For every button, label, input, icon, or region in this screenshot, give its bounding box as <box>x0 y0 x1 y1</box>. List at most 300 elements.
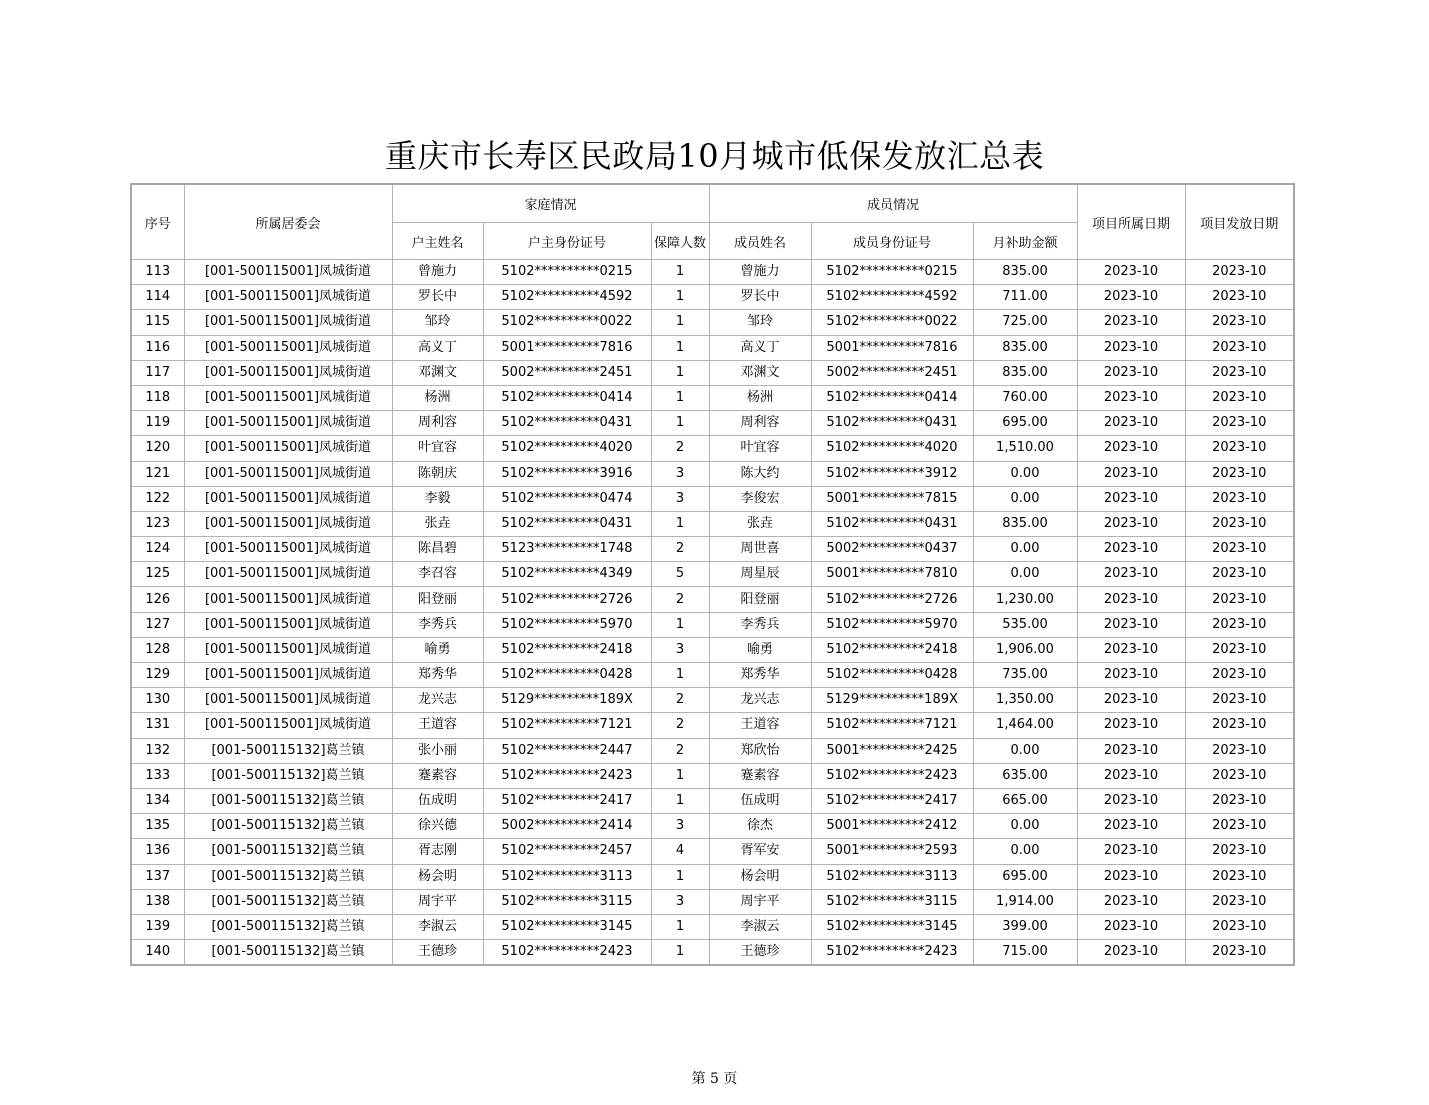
cell-member-name: 李秀兵 <box>709 612 811 637</box>
cell-count: 2 <box>651 436 709 461</box>
cell-count: 4 <box>651 839 709 864</box>
cell-head-id: 5129**********189X <box>483 688 651 713</box>
cell-member-name: 叶宜容 <box>709 436 811 461</box>
cell-amount: 635.00 <box>973 763 1077 788</box>
cell-issue-date: 2023-10 <box>1185 814 1294 839</box>
cell-member-id: 5102**********2418 <box>811 637 973 662</box>
cell-issue-date: 2023-10 <box>1185 637 1294 662</box>
cell-member-name: 伍成明 <box>709 788 811 813</box>
cell-seq: 138 <box>131 889 184 914</box>
cell-member-name: 罗长中 <box>709 285 811 310</box>
cell-committee: [001-500115001]凤城街道 <box>184 486 392 511</box>
cell-issue-date: 2023-10 <box>1185 940 1294 966</box>
cell-amount: 0.00 <box>973 537 1077 562</box>
cell-head-name: 蹇素容 <box>392 763 483 788</box>
cell-amount: 695.00 <box>973 411 1077 436</box>
table-row <box>131 637 1294 662</box>
cell-seq: 131 <box>131 713 184 738</box>
cell-head-name: 周宇平 <box>392 889 483 914</box>
cell-head-name: 徐兴德 <box>392 814 483 839</box>
cell-count: 1 <box>651 385 709 410</box>
header-member-name: 成员姓名 <box>709 223 811 260</box>
cell-head-id: 5102**********2726 <box>483 587 651 612</box>
table-row <box>131 864 1294 889</box>
cell-count: 2 <box>651 713 709 738</box>
cell-seq: 124 <box>131 537 184 562</box>
cell-committee: [001-500115001]凤城街道 <box>184 385 392 410</box>
cell-belong-date: 2023-10 <box>1077 788 1185 813</box>
cell-belong-date: 2023-10 <box>1077 310 1185 335</box>
table-row <box>131 738 1294 763</box>
cell-issue-date: 2023-10 <box>1185 411 1294 436</box>
cell-committee: [001-500115132]葛兰镇 <box>184 763 392 788</box>
cell-count: 1 <box>651 612 709 637</box>
cell-belong-date: 2023-10 <box>1077 637 1185 662</box>
cell-member-name: 李俊宏 <box>709 486 811 511</box>
cell-seq: 129 <box>131 663 184 688</box>
table-row <box>131 839 1294 864</box>
cell-committee: [001-500115001]凤城街道 <box>184 260 392 285</box>
cell-seq: 118 <box>131 385 184 410</box>
cell-count: 5 <box>651 562 709 587</box>
cell-count: 2 <box>651 738 709 763</box>
cell-head-name: 杨洲 <box>392 385 483 410</box>
cell-issue-date: 2023-10 <box>1185 486 1294 511</box>
cell-head-id: 5102**********4349 <box>483 562 651 587</box>
cell-seq: 119 <box>131 411 184 436</box>
cell-head-id: 5102**********0215 <box>483 260 651 285</box>
cell-member-name: 杨洲 <box>709 385 811 410</box>
cell-head-id: 5102**********0022 <box>483 310 651 335</box>
cell-member-name: 高义丁 <box>709 335 811 360</box>
cell-amount: 711.00 <box>973 285 1077 310</box>
cell-member-id: 5002**********2451 <box>811 360 973 385</box>
table-row <box>131 260 1294 285</box>
cell-member-id: 5129**********189X <box>811 688 973 713</box>
cell-count: 1 <box>651 663 709 688</box>
header-family-group: 家庭情况 <box>392 184 709 223</box>
cell-member-id: 5001**********2412 <box>811 814 973 839</box>
cell-member-id: 5102**********0215 <box>811 260 973 285</box>
cell-count: 2 <box>651 587 709 612</box>
header-seq: 序号 <box>131 184 184 260</box>
cell-belong-date: 2023-10 <box>1077 864 1185 889</box>
cell-head-name: 杨会明 <box>392 864 483 889</box>
cell-head-id: 5102**********4592 <box>483 285 651 310</box>
cell-seq: 123 <box>131 511 184 536</box>
cell-count: 3 <box>651 486 709 511</box>
cell-committee: [001-500115132]葛兰镇 <box>184 940 392 966</box>
cell-count: 1 <box>651 285 709 310</box>
cell-seq: 113 <box>131 260 184 285</box>
cell-committee: [001-500115001]凤城街道 <box>184 713 392 738</box>
cell-belong-date: 2023-10 <box>1077 940 1185 966</box>
cell-amount: 835.00 <box>973 260 1077 285</box>
cell-head-name: 邓渊文 <box>392 360 483 385</box>
cell-member-id: 5102**********5970 <box>811 612 973 637</box>
cell-amount: 665.00 <box>973 788 1077 813</box>
cell-member-id: 5102**********0431 <box>811 411 973 436</box>
cell-seq: 132 <box>131 738 184 763</box>
cell-count: 2 <box>651 537 709 562</box>
cell-member-id: 5102**********3115 <box>811 889 973 914</box>
table-row <box>131 511 1294 536</box>
cell-amount: 835.00 <box>973 360 1077 385</box>
cell-member-name: 李淑云 <box>709 914 811 939</box>
cell-member-name: 王德珍 <box>709 940 811 966</box>
cell-committee: [001-500115132]葛兰镇 <box>184 814 392 839</box>
cell-belong-date: 2023-10 <box>1077 360 1185 385</box>
cell-committee: [001-500115001]凤城街道 <box>184 285 392 310</box>
cell-amount: 535.00 <box>973 612 1077 637</box>
table-row <box>131 763 1294 788</box>
cell-amount: 1,914.00 <box>973 889 1077 914</box>
cell-head-id: 5002**********2451 <box>483 360 651 385</box>
cell-member-name: 郑欣怡 <box>709 738 811 763</box>
cell-amount: 725.00 <box>973 310 1077 335</box>
cell-count: 2 <box>651 688 709 713</box>
cell-issue-date: 2023-10 <box>1185 260 1294 285</box>
cell-member-id: 5002**********0437 <box>811 537 973 562</box>
cell-head-id: 5102**********3145 <box>483 914 651 939</box>
cell-belong-date: 2023-10 <box>1077 713 1185 738</box>
cell-head-name: 陈朝庆 <box>392 461 483 486</box>
cell-belong-date: 2023-10 <box>1077 763 1185 788</box>
cell-belong-date: 2023-10 <box>1077 260 1185 285</box>
cell-amount: 399.00 <box>973 914 1077 939</box>
cell-seq: 137 <box>131 864 184 889</box>
cell-amount: 835.00 <box>973 335 1077 360</box>
cell-head-name: 郑秀华 <box>392 663 483 688</box>
cell-member-name: 邹玲 <box>709 310 811 335</box>
cell-issue-date: 2023-10 <box>1185 889 1294 914</box>
cell-member-name: 周利容 <box>709 411 811 436</box>
cell-member-name: 周宇平 <box>709 889 811 914</box>
cell-member-name: 蹇素容 <box>709 763 811 788</box>
cell-committee: [001-500115001]凤城街道 <box>184 335 392 360</box>
cell-member-name: 曾施力 <box>709 260 811 285</box>
table-header <box>131 184 1294 260</box>
cell-head-name: 邹玲 <box>392 310 483 335</box>
cell-count: 1 <box>651 864 709 889</box>
cell-belong-date: 2023-10 <box>1077 587 1185 612</box>
cell-head-id: 5102**********2457 <box>483 839 651 864</box>
cell-count: 3 <box>651 889 709 914</box>
cell-head-name: 喻勇 <box>392 637 483 662</box>
cell-belong-date: 2023-10 <box>1077 335 1185 360</box>
cell-issue-date: 2023-10 <box>1185 864 1294 889</box>
cell-member-id: 5102**********0414 <box>811 385 973 410</box>
header-head-name: 户主姓名 <box>392 223 483 260</box>
cell-committee: [001-500115001]凤城街道 <box>184 310 392 335</box>
cell-amount: 715.00 <box>973 940 1077 966</box>
cell-belong-date: 2023-10 <box>1077 814 1185 839</box>
cell-member-name: 周星辰 <box>709 562 811 587</box>
cell-belong-date: 2023-10 <box>1077 285 1185 310</box>
cell-belong-date: 2023-10 <box>1077 839 1185 864</box>
cell-count: 1 <box>651 914 709 939</box>
table-body <box>131 260 1294 966</box>
cell-head-name: 张小丽 <box>392 738 483 763</box>
header-issue-date: 项目发放日期 <box>1185 184 1294 260</box>
cell-committee: [001-500115132]葛兰镇 <box>184 889 392 914</box>
cell-belong-date: 2023-10 <box>1077 738 1185 763</box>
cell-issue-date: 2023-10 <box>1185 285 1294 310</box>
page-title: 重庆市长寿区民政局10月城市低保发放汇总表 <box>384 137 1045 175</box>
cell-head-name: 陈昌碧 <box>392 537 483 562</box>
cell-head-id: 5102**********2423 <box>483 763 651 788</box>
cell-issue-date: 2023-10 <box>1185 587 1294 612</box>
cell-belong-date: 2023-10 <box>1077 688 1185 713</box>
table-row <box>131 486 1294 511</box>
table-row <box>131 360 1294 385</box>
cell-member-id: 5001**********7816 <box>811 335 973 360</box>
cell-count: 1 <box>651 310 709 335</box>
cell-member-id: 5001**********7815 <box>811 486 973 511</box>
cell-seq: 136 <box>131 839 184 864</box>
header-amount: 月补助金额 <box>973 223 1077 260</box>
cell-head-name: 罗长中 <box>392 285 483 310</box>
cell-head-name: 高义丁 <box>392 335 483 360</box>
cell-issue-date: 2023-10 <box>1185 537 1294 562</box>
cell-count: 1 <box>651 360 709 385</box>
cell-belong-date: 2023-10 <box>1077 914 1185 939</box>
cell-seq: 139 <box>131 914 184 939</box>
cell-count: 1 <box>651 335 709 360</box>
cell-belong-date: 2023-10 <box>1077 385 1185 410</box>
cell-seq: 134 <box>131 788 184 813</box>
cell-seq: 125 <box>131 562 184 587</box>
cell-member-id: 5102**********2423 <box>811 763 973 788</box>
cell-member-id: 5001**********2593 <box>811 839 973 864</box>
cell-member-name: 徐杰 <box>709 814 811 839</box>
cell-member-name: 邓渊文 <box>709 360 811 385</box>
cell-count: 1 <box>651 260 709 285</box>
cell-count: 1 <box>651 763 709 788</box>
cell-member-name: 王道容 <box>709 713 811 738</box>
cell-committee: [001-500115132]葛兰镇 <box>184 864 392 889</box>
cell-belong-date: 2023-10 <box>1077 537 1185 562</box>
cell-committee: [001-500115001]凤城街道 <box>184 663 392 688</box>
cell-head-id: 5102**********0431 <box>483 411 651 436</box>
cell-issue-date: 2023-10 <box>1185 914 1294 939</box>
cell-amount: 1,464.00 <box>973 713 1077 738</box>
cell-seq: 116 <box>131 335 184 360</box>
cell-member-id: 5102**********3912 <box>811 461 973 486</box>
cell-belong-date: 2023-10 <box>1077 461 1185 486</box>
cell-head-name: 李毅 <box>392 486 483 511</box>
cell-member-id: 5001**********2425 <box>811 738 973 763</box>
table-row <box>131 461 1294 486</box>
cell-count: 1 <box>651 411 709 436</box>
table-row <box>131 814 1294 839</box>
cell-belong-date: 2023-10 <box>1077 511 1185 536</box>
cell-committee: [001-500115001]凤城街道 <box>184 637 392 662</box>
cell-issue-date: 2023-10 <box>1185 511 1294 536</box>
cell-amount: 695.00 <box>973 864 1077 889</box>
cell-belong-date: 2023-10 <box>1077 411 1185 436</box>
cell-seq: 127 <box>131 612 184 637</box>
cell-seq: 117 <box>131 360 184 385</box>
cell-head-name: 李秀兵 <box>392 612 483 637</box>
cell-amount: 1,510.00 <box>973 436 1077 461</box>
cell-count: 1 <box>651 788 709 813</box>
cell-count: 1 <box>651 940 709 966</box>
cell-issue-date: 2023-10 <box>1185 310 1294 335</box>
cell-issue-date: 2023-10 <box>1185 562 1294 587</box>
cell-head-name: 李淑云 <box>392 914 483 939</box>
cell-member-name: 周世喜 <box>709 537 811 562</box>
cell-member-name: 郑秀华 <box>709 663 811 688</box>
cell-member-id: 5102**********4592 <box>811 285 973 310</box>
table-row <box>131 688 1294 713</box>
cell-head-name: 周利容 <box>392 411 483 436</box>
cell-seq: 140 <box>131 940 184 966</box>
cell-belong-date: 2023-10 <box>1077 436 1185 461</box>
cell-committee: [001-500115132]葛兰镇 <box>184 788 392 813</box>
cell-amount: 0.00 <box>973 839 1077 864</box>
cell-belong-date: 2023-10 <box>1077 663 1185 688</box>
cell-head-id: 5002**********2414 <box>483 814 651 839</box>
cell-head-name: 叶宜容 <box>392 436 483 461</box>
cell-seq: 120 <box>131 436 184 461</box>
table-row <box>131 788 1294 813</box>
cell-member-name: 陈大约 <box>709 461 811 486</box>
cell-head-id: 5102**********3916 <box>483 461 651 486</box>
cell-issue-date: 2023-10 <box>1185 612 1294 637</box>
cell-head-id: 5102**********0474 <box>483 486 651 511</box>
cell-member-id: 5102**********0022 <box>811 310 973 335</box>
header-count: 保障人数 <box>651 223 709 260</box>
header-belong-date: 项目所属日期 <box>1077 184 1185 260</box>
cell-seq: 122 <box>131 486 184 511</box>
table-row <box>131 335 1294 360</box>
table-row <box>131 612 1294 637</box>
cell-committee: [001-500115001]凤城街道 <box>184 537 392 562</box>
cell-issue-date: 2023-10 <box>1185 839 1294 864</box>
table-row <box>131 411 1294 436</box>
cell-head-id: 5102**********3113 <box>483 864 651 889</box>
cell-head-id: 5123**********1748 <box>483 537 651 562</box>
cell-member-id: 5102**********7121 <box>811 713 973 738</box>
cell-member-name: 张垚 <box>709 511 811 536</box>
table-row <box>131 562 1294 587</box>
cell-seq: 115 <box>131 310 184 335</box>
cell-issue-date: 2023-10 <box>1185 436 1294 461</box>
cell-member-id: 5102**********3113 <box>811 864 973 889</box>
cell-committee: [001-500115001]凤城街道 <box>184 562 392 587</box>
cell-committee: [001-500115132]葛兰镇 <box>184 738 392 763</box>
cell-seq: 133 <box>131 763 184 788</box>
cell-issue-date: 2023-10 <box>1185 663 1294 688</box>
header-member-group: 成员情况 <box>709 184 1077 223</box>
cell-member-id: 5102**********3145 <box>811 914 973 939</box>
cell-member-id: 5102**********0428 <box>811 663 973 688</box>
cell-issue-date: 2023-10 <box>1185 713 1294 738</box>
cell-head-name: 张垚 <box>392 511 483 536</box>
header-committee: 所属居委会 <box>184 184 392 260</box>
cell-committee: [001-500115001]凤城街道 <box>184 411 392 436</box>
cell-head-name: 王德珍 <box>392 940 483 966</box>
cell-member-name: 杨会明 <box>709 864 811 889</box>
table-row <box>131 537 1294 562</box>
cell-head-name: 伍成明 <box>392 788 483 813</box>
cell-count: 3 <box>651 637 709 662</box>
cell-committee: [001-500115001]凤城街道 <box>184 587 392 612</box>
cell-head-id: 5102**********0428 <box>483 663 651 688</box>
cell-head-name: 李召容 <box>392 562 483 587</box>
cell-issue-date: 2023-10 <box>1185 360 1294 385</box>
cell-amount: 1,350.00 <box>973 688 1077 713</box>
table-row <box>131 663 1294 688</box>
cell-head-id: 5102**********2423 <box>483 940 651 966</box>
cell-committee: [001-500115001]凤城街道 <box>184 436 392 461</box>
cell-head-id: 5102**********5970 <box>483 612 651 637</box>
cell-issue-date: 2023-10 <box>1185 335 1294 360</box>
cell-member-id: 5102**********2726 <box>811 587 973 612</box>
cell-member-name: 龙兴志 <box>709 688 811 713</box>
cell-count: 3 <box>651 461 709 486</box>
table-row <box>131 285 1294 310</box>
cell-head-name: 曾施力 <box>392 260 483 285</box>
cell-head-id: 5102**********7121 <box>483 713 651 738</box>
cell-head-name: 龙兴志 <box>392 688 483 713</box>
cell-issue-date: 2023-10 <box>1185 461 1294 486</box>
cell-committee: [001-500115001]凤城街道 <box>184 612 392 637</box>
cell-member-id: 5102**********0431 <box>811 511 973 536</box>
cell-head-name: 胥志刚 <box>392 839 483 864</box>
table-row <box>131 436 1294 461</box>
table-row <box>131 587 1294 612</box>
table-row <box>131 940 1294 966</box>
cell-member-id: 5001**********7810 <box>811 562 973 587</box>
cell-seq: 128 <box>131 637 184 662</box>
cell-amount: 735.00 <box>973 663 1077 688</box>
cell-committee: [001-500115132]葛兰镇 <box>184 914 392 939</box>
cell-head-id: 5102**********3115 <box>483 889 651 914</box>
cell-member-name: 阳登丽 <box>709 587 811 612</box>
cell-seq: 126 <box>131 587 184 612</box>
cell-issue-date: 2023-10 <box>1185 763 1294 788</box>
cell-amount: 0.00 <box>973 562 1077 587</box>
cell-issue-date: 2023-10 <box>1185 688 1294 713</box>
cell-amount: 0.00 <box>973 814 1077 839</box>
cell-committee: [001-500115001]凤城街道 <box>184 511 392 536</box>
cell-belong-date: 2023-10 <box>1077 612 1185 637</box>
cell-amount: 1,906.00 <box>973 637 1077 662</box>
cell-amount: 0.00 <box>973 461 1077 486</box>
cell-issue-date: 2023-10 <box>1185 385 1294 410</box>
cell-seq: 114 <box>131 285 184 310</box>
cell-amount: 0.00 <box>973 486 1077 511</box>
header-head-id: 户主身份证号 <box>483 223 651 260</box>
cell-committee: [001-500115001]凤城街道 <box>184 688 392 713</box>
table-row <box>131 914 1294 939</box>
cell-head-name: 王道容 <box>392 713 483 738</box>
cell-amount: 760.00 <box>973 385 1077 410</box>
cell-issue-date: 2023-10 <box>1185 738 1294 763</box>
cell-committee: [001-500115132]葛兰镇 <box>184 839 392 864</box>
cell-committee: [001-500115001]凤城街道 <box>184 360 392 385</box>
cell-count: 1 <box>651 511 709 536</box>
cell-member-id: 5102**********2417 <box>811 788 973 813</box>
cell-belong-date: 2023-10 <box>1077 562 1185 587</box>
cell-belong-date: 2023-10 <box>1077 889 1185 914</box>
header-member-id: 成员身份证号 <box>811 223 973 260</box>
cell-seq: 121 <box>131 461 184 486</box>
cell-amount: 835.00 <box>973 511 1077 536</box>
table-row <box>131 310 1294 335</box>
